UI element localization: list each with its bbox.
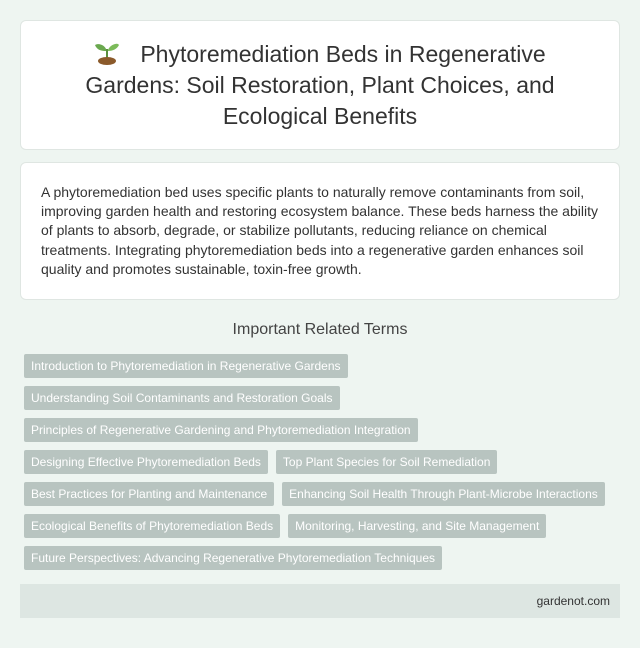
related-terms-row: [24, 482, 624, 506]
related-terms-list: [24, 354, 624, 578]
related-term-tag[interactable]: Introduction to Phytoremediation in Regenerative Gardens: [24, 354, 348, 378]
related-term-tag[interactable]: Best Practices for Planting and Maintenance: [24, 482, 274, 506]
related-terms-row: [24, 354, 624, 378]
related-terms-row: [24, 386, 624, 410]
related-term-tag[interactable]: Designing Effective Phytoremediation Beds: [24, 450, 268, 474]
sprout-icon: [94, 41, 120, 65]
summary-card: [20, 162, 620, 300]
related-term-tag[interactable]: Understanding Soil Contaminants and Restoration Goals: [24, 386, 340, 410]
page-title: [61, 39, 579, 132]
related-terms-heading: Important Related Terms: [232, 321, 408, 338]
related-term-tag[interactable]: Ecological Benefits of Phytoremediation Beds: [24, 514, 280, 538]
related-terms-row: [24, 418, 624, 442]
title-card: [20, 20, 620, 150]
footer-site[interactable]: gardenot.com: [536, 594, 610, 608]
related-term-tag[interactable]: Monitoring, Harvesting, and Site Management: [288, 514, 546, 538]
related-terms-row: [24, 450, 624, 474]
related-term-tag[interactable]: Enhancing Soil Health Through Plant-Microbe Interactions: [282, 482, 605, 506]
title-text: Phytoremediation Beds in Regenerative Gardens: Soil Restoration, Plant Choices, and Ecological Benefits: [85, 40, 555, 129]
summary-text: A phytoremediation bed uses specific plants to naturally remove contaminants from soil, improving garden health and restoring ecosystem balance. These beds harness the ability of plants to absorb, degrade, or stabilize pollutants, reducing reliance on chemical treatments. Integrating phytoremediation beds into a regenerative garden enhances soil quality and promotes sustainable, toxin-free growth.: [41, 184, 598, 277]
related-terms-row: [24, 546, 624, 570]
related-term-tag[interactable]: Future Perspectives: Advancing Regenerative Phytoremediation Techniques: [24, 546, 442, 570]
related-term-tag[interactable]: Top Plant Species for Soil Remediation: [276, 450, 497, 474]
related-term-tag[interactable]: Principles of Regenerative Gardening and Phytoremediation Integration: [24, 418, 418, 442]
footer: [20, 584, 620, 618]
related-terms-row: [24, 514, 624, 538]
